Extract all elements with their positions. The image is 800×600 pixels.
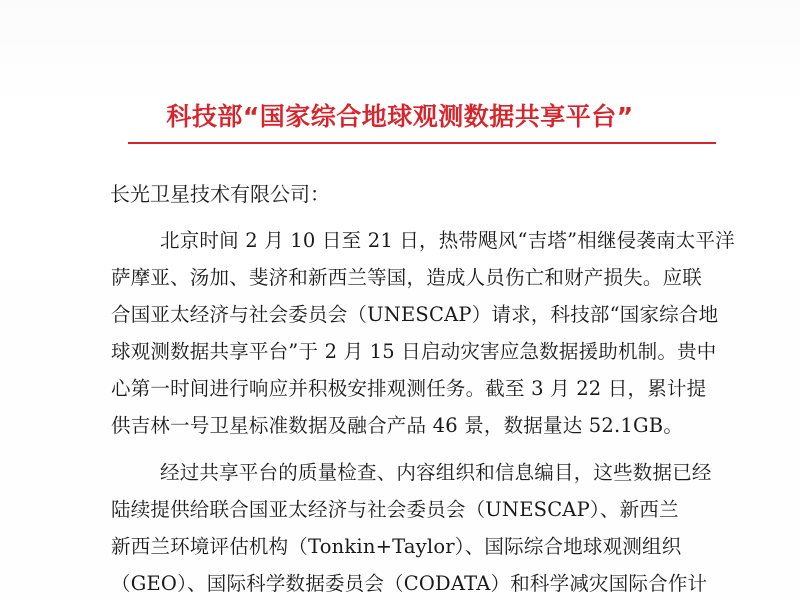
salutation: 长光卫星技术有限公司： [110,182,330,206]
body-line-2: 萨摩亚、汤加、斐济和新西兰等国，造成人员伤亡和财产损失。应联 [111,266,703,289]
body-line-5: 心第一时间进行响应并积极安排观测任务。截至 3 月 22 日，累计提 [111,377,707,400]
body-line-10: （GEO）、国际科学数据委员会（CODATA）和科学减灾国际合作计 [111,572,708,595]
document-title: 科技部“国家综合地球观测数据共享平台” [166,102,634,131]
body-line-8: 陆续提供给联合国亚太经济与社会委员会（UNESCAP）、新西兰 [111,498,679,521]
body-line-7: 经过共享平台的质量检查、内容组织和信息编目，这些数据已经 [160,461,712,484]
body-line-4: 球观测数据共享平台”于 2 月 15 日启动灾害应急数据援助机制。贵中 [111,340,717,363]
body-line-1: 北京时间 2 月 10 日至 21 日，热带飓风“吉塔”相继侵袭南太平洋 [160,229,735,252]
title-divider [128,142,716,144]
body-line-3: 合国亚太经济与社会委员会（UNESCAP）请求，科技部“国家综合地 [111,303,719,326]
body-line-9: 新西兰环境评估机构（Tonkin+Taylor）、国际综合地球观测组织 [111,535,682,558]
body-line-6: 供吉林一号卫星标准数据及融合产品 46 景，数据量达 52.1GB。 [111,414,684,437]
